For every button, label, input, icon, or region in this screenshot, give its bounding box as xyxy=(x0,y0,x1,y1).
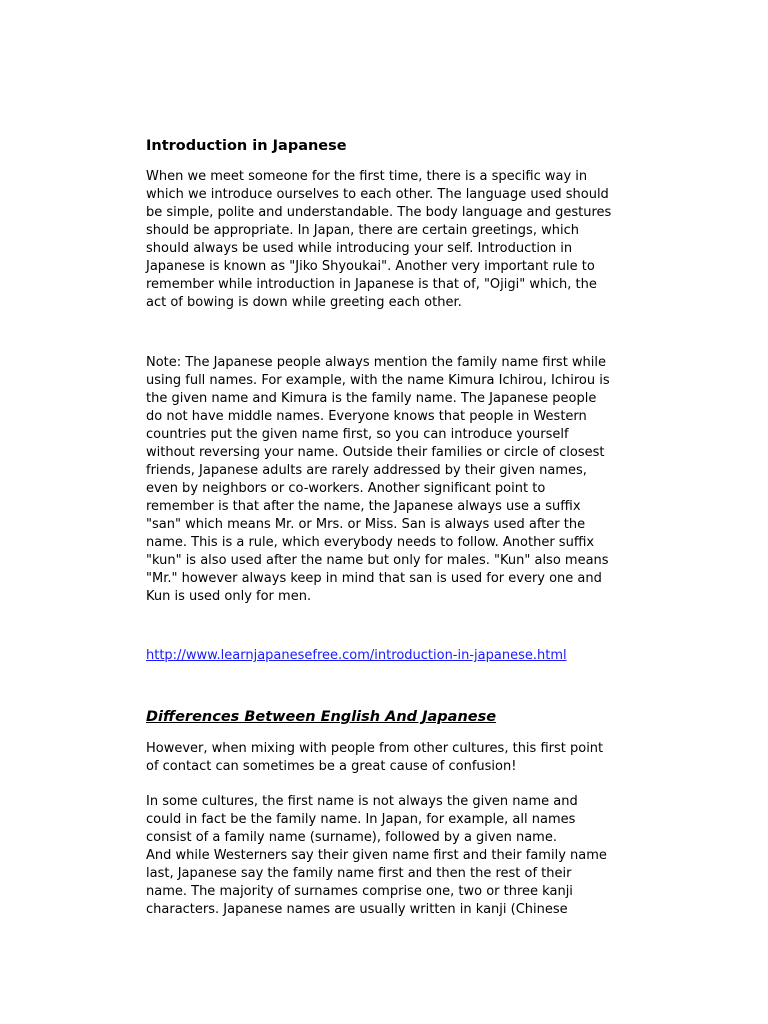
source-link[interactable]: http://www.learnjapanesefree.com/introduction-in-japanese.html xyxy=(146,648,567,663)
text-line: When we meet someone for the first time, there is a specific way in xyxy=(146,169,588,184)
text-line: Japanese is known as "Jiko Shyoukai". Another very important rule to xyxy=(146,259,595,274)
paragraph-note xyxy=(146,354,666,606)
text-line: name. The majority of surnames comprise one, two or three kanji xyxy=(146,884,573,899)
text-line: last, Japanese say the family name first and then the rest of their xyxy=(146,866,572,881)
text-line: Note: The Japanese people always mention the family name first while xyxy=(146,355,607,370)
text-line: without reversing your name. Outside their families or circle of closest xyxy=(146,445,605,460)
text-line: remember while introduction in Japanese is that of, "Ojigi" which, the xyxy=(146,277,597,292)
text-line: should always be used while introducing your self. Introduction in xyxy=(146,241,573,256)
paragraph-cultures xyxy=(146,793,666,919)
text-line: However, when mixing with people from other cultures, this first point xyxy=(146,741,604,756)
text-line: And while Westerners say their given name first and their family name xyxy=(146,848,607,863)
heading-introduction: Introduction in Japanese xyxy=(146,138,347,154)
text-line: remember is that after the name, the Japanese always use a suffix xyxy=(146,499,581,514)
text-line: the given name and Kimura is the family name. The Japanese people xyxy=(146,391,597,406)
text-line: be simple, polite and understandable. The body language and gestures xyxy=(146,205,612,220)
text-line: "kun" is also used after the name but only for males. "Kun" also means xyxy=(146,553,609,568)
text-line: even by neighbors or co-workers. Another significant point to xyxy=(146,481,546,496)
text-line: countries put the given name first, so you can introduce yourself xyxy=(146,427,569,442)
paragraph-confusion xyxy=(146,740,666,776)
text-line: consist of a family name (surname), followed by a given name. xyxy=(146,830,557,845)
text-line: act of bowing is down while greeting each other. xyxy=(146,295,462,310)
text-line: using full names. For example, with the name Kimura Ichirou, Ichirou is xyxy=(146,373,610,388)
text-line: could in fact be the family name. In Japan, for example, all names xyxy=(146,812,576,827)
heading-differences: Differences Between English And Japanese xyxy=(146,709,497,725)
text-line: of contact can sometimes be a great cause of confusion! xyxy=(146,759,517,774)
text-line: name. This is a rule, which everybody needs to follow. Another suffix xyxy=(146,535,595,550)
text-line: do not have middle names. Everyone knows that people in Western xyxy=(146,409,587,424)
text-line: "Mr." however always keep in mind that san is used for every one and xyxy=(146,571,602,586)
text-line: should be appropriate. In Japan, there are certain greetings, which xyxy=(146,223,579,238)
text-line: In some cultures, the first name is not always the given name and xyxy=(146,794,578,809)
text-line: Kun is used only for men. xyxy=(146,589,312,604)
text-line: characters. Japanese names are usually written in kanji (Chinese xyxy=(146,902,568,917)
text-line: "san" which means Mr. or Mrs. or Miss. San is always used after the xyxy=(146,517,586,532)
text-line: which we introduce ourselves to each other. The language used should xyxy=(146,187,609,202)
paragraph-introduction xyxy=(146,168,666,312)
text-line: friends, Japanese adults are rarely addressed by their given names, xyxy=(146,463,587,478)
